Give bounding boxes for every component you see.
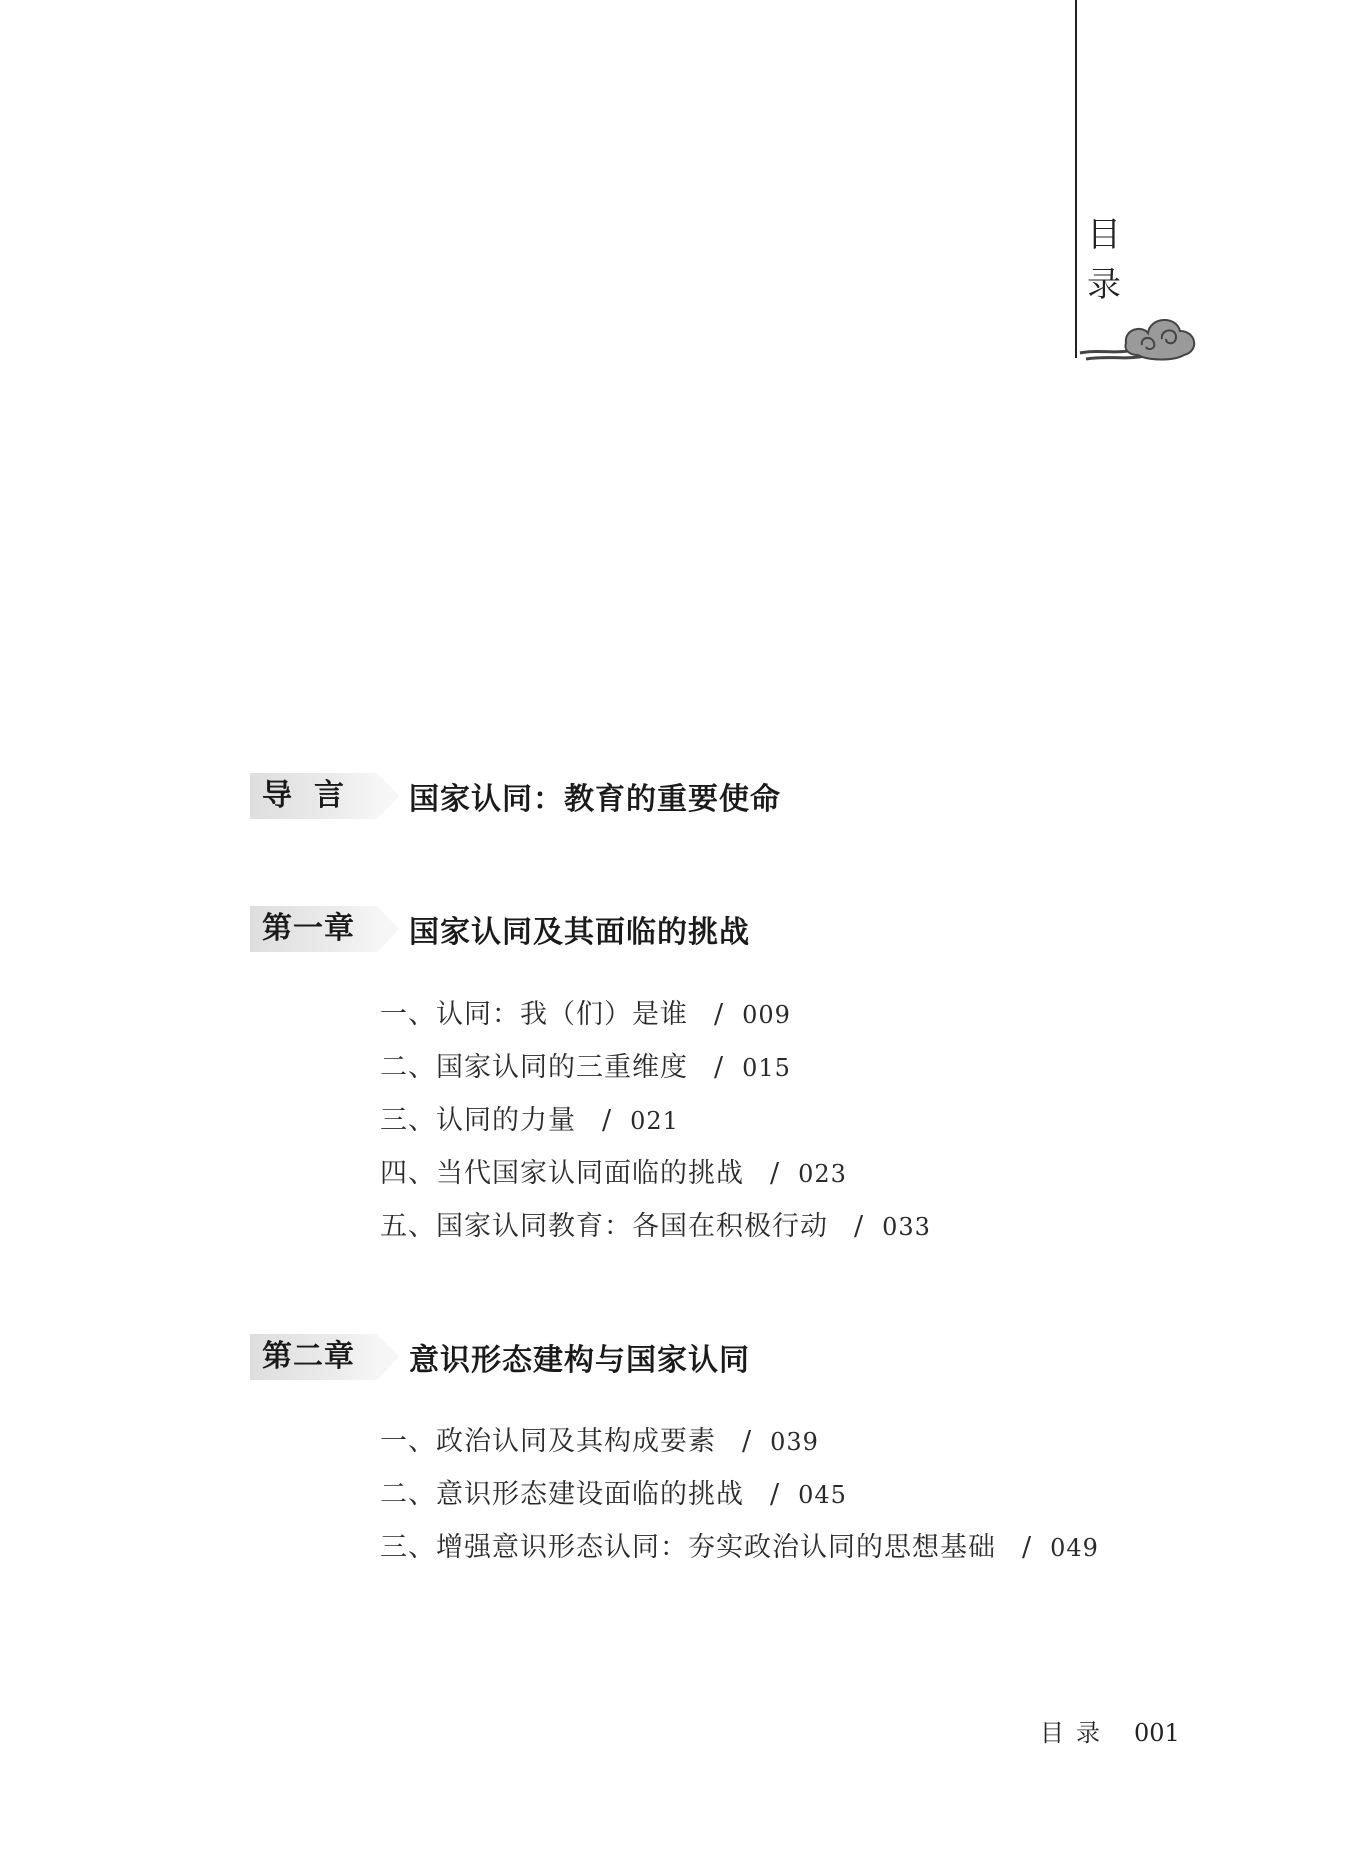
toc-entry[interactable] <box>380 1094 931 1147</box>
entry-separator: / <box>714 999 725 1030</box>
entry-page: 049 <box>1050 1534 1099 1562</box>
entry-page: 021 <box>630 1107 679 1135</box>
entry-page: 033 <box>882 1213 931 1241</box>
side-title-char-1: 目 <box>1087 215 1121 255</box>
entry-separator: / <box>1022 1532 1033 1563</box>
toc-entry[interactable] <box>380 988 931 1041</box>
entry-separator: / <box>770 1479 781 1510</box>
toc-entry[interactable] <box>380 1041 931 1094</box>
entry-separator: / <box>742 1426 753 1457</box>
entry-separator: / <box>602 1105 613 1136</box>
chapter-1-heading[interactable] <box>250 904 750 954</box>
footer-label: 目录 <box>1040 1719 1112 1747</box>
entry-text: 一、政治认同及其构成要素 <box>380 1426 716 1457</box>
toc-entry[interactable] <box>380 1415 1099 1468</box>
toc-entry[interactable] <box>380 1200 931 1253</box>
chapter-1-section <box>250 904 750 954</box>
entry-page: 045 <box>798 1481 847 1509</box>
chapter-2-label: 第二章 <box>250 1334 377 1380</box>
entry-text: 一、认同：我（们）是谁 <box>380 999 688 1030</box>
entry-separator: / <box>770 1158 781 1189</box>
entry-text: 二、意识形态建设面临的挑战 <box>380 1479 744 1510</box>
entry-page: 009 <box>742 1001 791 1029</box>
intro-title: 国家认同：教育的重要使命 <box>409 782 781 817</box>
intro-label: 导言 <box>250 773 377 819</box>
chapter-2-heading[interactable] <box>250 1332 750 1382</box>
vertical-rule <box>1075 0 1077 358</box>
chapter-1-title: 国家认同及其面临的挑战 <box>409 915 750 950</box>
toc-entry[interactable] <box>380 1468 1099 1521</box>
entry-page: 039 <box>770 1428 819 1456</box>
side-title-char-2: 录 <box>1087 265 1121 305</box>
footer-page-number: 001 <box>1134 1719 1180 1747</box>
page-footer <box>1040 1713 1180 1748</box>
entry-text: 四、当代国家认同面临的挑战 <box>380 1158 744 1189</box>
entry-text: 五、国家认同教育：各国在积极行动 <box>380 1211 828 1242</box>
entry-text: 三、认同的力量 <box>380 1105 576 1136</box>
toc-entry[interactable] <box>380 1147 931 1200</box>
chapter-2-entries <box>380 1415 1099 1574</box>
chapter-2-section <box>250 1332 750 1382</box>
entry-separator: / <box>854 1211 865 1242</box>
cloud-ornament-icon <box>1078 305 1198 365</box>
entry-separator: / <box>714 1052 725 1083</box>
intro-section <box>250 771 781 821</box>
entry-text: 二、国家认同的三重维度 <box>380 1052 688 1083</box>
chapter-1-label: 第一章 <box>250 906 377 952</box>
entry-page: 015 <box>742 1054 791 1082</box>
side-title <box>1080 210 1128 310</box>
intro-heading[interactable] <box>250 771 781 821</box>
chapter-2-title: 意识形态建构与国家认同 <box>409 1343 750 1378</box>
entry-text: 三、增强意识形态认同：夯实政治认同的思想基础 <box>380 1532 996 1563</box>
entry-page: 023 <box>798 1160 847 1188</box>
toc-entry[interactable] <box>380 1521 1099 1574</box>
chapter-1-entries <box>380 988 931 1253</box>
